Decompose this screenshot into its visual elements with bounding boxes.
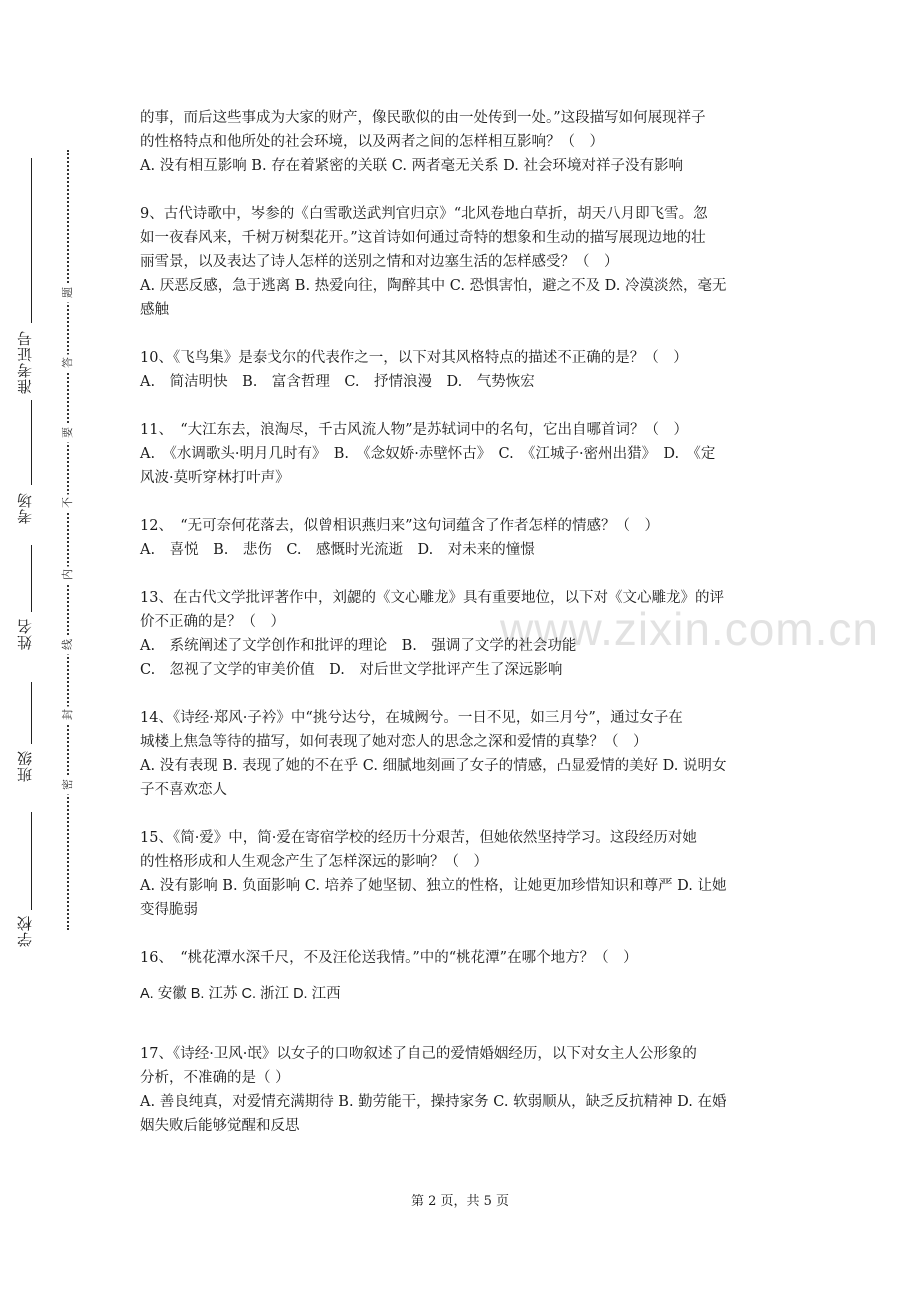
- question-options: A. 《水调歌头·明月几时有》 B. 《念奴娇·赤壁怀古》 C. 《江城子·密州出猎》 D. 《定: [140, 446, 716, 462]
- question-options: 风波·莫听穿林打叶声》: [140, 470, 290, 486]
- question-text: 17、《诗经·卫风·氓》以女子的口吻叙述了自己的爱情婚姻经历，以下对女主人公形象的: [140, 1046, 697, 1062]
- question-text: 分析，不准确的是（ ）: [140, 1070, 290, 1086]
- question-content: [140, 106, 785, 1162]
- watermark: www.zixin.com.cn: [500, 603, 879, 655]
- question-text: 15、《简·爱》中，简·爱在寄宿学校的经历十分艰苦，但她依然坚持学习。这段经历对她: [140, 830, 697, 846]
- seal-char: 封: [62, 707, 73, 725]
- question-13: [140, 586, 785, 682]
- exam-number-label: 准考证号: [16, 330, 34, 394]
- seal-char: 答: [62, 355, 73, 373]
- seal-char: 密: [62, 777, 73, 795]
- question-16: [140, 946, 785, 1006]
- question-options: 子不喜欢恋人: [140, 782, 227, 798]
- question-options: A. 简洁明快 B. 富含哲理 C. 抒情浪漫 D. 气势恢宏: [140, 374, 535, 390]
- question-options: A. 厌恶反感，急于逃离 B. 热爱向往，陶醉其中 C. 恐惧害怕，避之不及 D. 冷漠淡然，毫无: [140, 278, 727, 294]
- seal-char: 要: [62, 425, 73, 443]
- exam-room-underline: [31, 400, 32, 485]
- question-options: C. 忽视了文学的审美价值 D. 对后世文学批评产生了深远影响: [140, 662, 563, 678]
- exam-room-label: 考场: [16, 492, 34, 524]
- question-15: [140, 826, 785, 922]
- question-options: 感触: [140, 302, 169, 318]
- binding-margin: [0, 0, 110, 1302]
- question-options: A. 安徽 B. 江苏 C. 浙江 D. 江西: [140, 986, 341, 1002]
- seal-char: 不: [62, 495, 73, 513]
- question-text: 价不正确的是？（ ）: [140, 614, 285, 630]
- question-text: 的事，而后这些事成为大家的财产，像民歌似的由一处传到一处。”这段描写如何展现祥子: [140, 110, 706, 126]
- name-label: 姓名: [16, 618, 34, 650]
- seal-char: 题: [62, 285, 73, 303]
- exam-number-underline: [31, 158, 32, 323]
- question-text: 12、 “无可奈何花落去，似曾相识燕归来”这句词蕴含了作者怎样的情感？（ ）: [140, 518, 660, 534]
- school-underline: [31, 812, 32, 910]
- question-options: A. 没有影响 B. 负面影响 C. 培养了她坚韧、独立的性格，让她更加珍惜知识和尊严 D. 让她: [140, 878, 727, 894]
- question-text: 如一夜春风来，千树万树梨花开。”这首诗如何通过奇特的想象和生动的描写展现边地的壮: [140, 230, 706, 246]
- question-options: 变得脆弱: [140, 902, 198, 918]
- seal-char: 线: [62, 637, 73, 655]
- question-options: A. 系统阐述了文学创作和批评的理论 B. 强调了文学的社会功能: [140, 638, 577, 654]
- question-options: A. 没有相互影响 B. 存在着紧密的关联 C. 两者毫无关系 D. 社会环境对祥子没有影响: [140, 158, 684, 174]
- question-text: 的性格特点和他所处的社会环境，以及两者之间的怎样相互影响？（ ）: [140, 134, 604, 150]
- question-text: 14、《诗经·郑风·子衿》中“挑兮达兮，在城阙兮。一日不见，如三月兮”，通过女子在: [140, 710, 683, 726]
- page-number: 第 2 页，共 5 页: [410, 1194, 510, 1209]
- question-text: 9、古代诗歌中，岑参的《白雪歌送武判官归京》“北风卷地白草折，胡天八月即飞雪。忽: [140, 206, 708, 222]
- name-underline: [31, 545, 32, 612]
- question-text: 10、《飞鸟集》是泰戈尔的代表作之一，以下对其风格特点的描述不正确的是？（ ）: [140, 350, 688, 366]
- question-text: 城楼上焦急等待的描写，如何表现了她对恋人的思念之深和爱情的真挚？（ ）: [140, 734, 648, 750]
- question-10: [140, 346, 785, 394]
- class-underline: [31, 682, 32, 744]
- question-options: A. 善良纯真，对爱情充满期待 B. 勤劳能干，操持家务 C. 软弱顺从，缺乏反抗精神 D. 在婚: [140, 1094, 727, 1110]
- seal-dotted-line: [67, 150, 69, 930]
- question-options: A. 没有表现 B. 表现了她的不在乎 C. 细腻地刻画了女子的情感，凸显爱情的美好 D. 说明女: [140, 758, 727, 774]
- question-14: [140, 706, 785, 802]
- class-label: 班级: [16, 750, 34, 782]
- question-12: [140, 514, 785, 562]
- question-text: 13、在古代文学批评著作中，刘勰的《文心雕龙》具有重要地位，以下对《文心雕龙》的评: [140, 590, 724, 606]
- question-8-continued: [140, 106, 785, 178]
- question-text: 11、 “大江东去，浪淘尽，千古风流人物”是苏轼词中的名句，它出自哪首词？（ ）: [140, 422, 689, 438]
- question-text: 丽雪景，以及表达了诗人怎样的送别之情和对边塞生活的怎样感受？（ ）: [140, 254, 619, 270]
- question-text: 16、 “桃花潭水深千尺，不及汪伦送我情。”中的“桃花潭”在哪个地方？（ ）: [140, 950, 638, 966]
- seal-char: 内: [62, 567, 73, 585]
- question-9: [140, 202, 785, 322]
- school-label: 学校: [16, 915, 34, 947]
- question-text: 的性格形成和人生观念产生了怎样深远的影响？（ ）: [140, 854, 488, 870]
- question-17: [140, 1042, 785, 1138]
- question-options: 姻失败后能够觉醒和反思: [140, 1118, 300, 1134]
- question-11: [140, 418, 785, 490]
- question-options: A. 喜悦 B. 悲伤 C. 感慨时光流逝 D. 对未来的憧憬: [140, 542, 535, 558]
